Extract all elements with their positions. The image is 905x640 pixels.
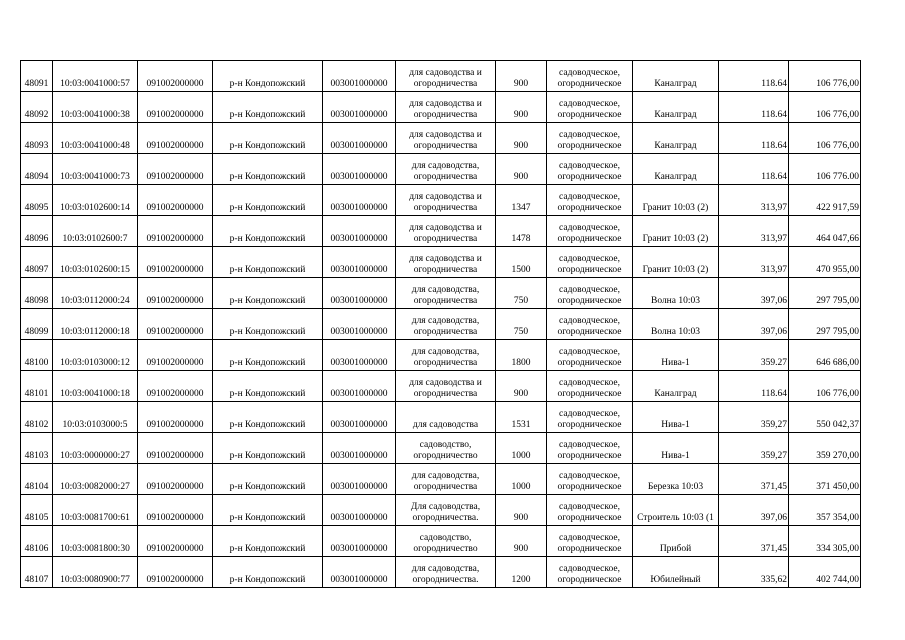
row-id-cell: 48100	[21, 340, 53, 371]
cadastral-number-cell: 10:03:0103000:5	[53, 402, 138, 433]
settlement-name-cell: Каналград	[633, 61, 719, 92]
code-cell: 003001000000	[323, 216, 396, 247]
cadastral-number-cell: 10:03:0081700:61	[53, 495, 138, 526]
settlement-name-cell: Волна 10:03	[633, 278, 719, 309]
cadastral-value-cell: 402 744,00	[789, 557, 861, 588]
area-cell: 1478	[496, 216, 547, 247]
settlement-name-cell: Юбилейный	[633, 557, 719, 588]
specific-value-cell: 118.64	[719, 92, 789, 123]
permitted-use-cell	[396, 61, 496, 92]
cadastral-number-cell: 10:03:0112000:18	[53, 309, 138, 340]
specific-value-cell: 371,45	[719, 464, 789, 495]
cadastral-value-cell: 106 776,00	[789, 61, 861, 92]
category-cell-line: садоводческое,	[559, 161, 620, 171]
okato-code-cell: 091002000000	[138, 185, 213, 216]
category-cell-line: огородническое	[557, 574, 622, 585]
category-cell	[547, 61, 633, 92]
permitted-use-cell-line: огородничества	[413, 109, 478, 120]
code-cell: 003001000000	[323, 309, 396, 340]
table-row	[21, 185, 861, 216]
code-cell: 003001000000	[323, 340, 396, 371]
area-cell: 900	[496, 123, 547, 154]
specific-value-cell: 313,97	[719, 185, 789, 216]
category-cell-line: огородническое	[557, 481, 622, 492]
table-row	[21, 278, 861, 309]
table-row	[21, 526, 861, 557]
area-cell: 1531	[496, 402, 547, 433]
permitted-use-cell-line: для садоводства,	[411, 564, 480, 574]
code-cell: 003001000000	[323, 278, 396, 309]
table-row	[21, 61, 861, 92]
permitted-use-cell	[396, 278, 496, 309]
table-row	[21, 433, 861, 464]
code-cell: 003001000000	[323, 526, 396, 557]
category-cell-line: садоводческое,	[559, 471, 620, 481]
area-cell: 900	[496, 61, 547, 92]
settlement-name-cell: Каналград	[633, 92, 719, 123]
row-id-cell: 48098	[21, 278, 53, 309]
area-cell: 1000	[496, 433, 547, 464]
permitted-use-cell-line: огородничества	[413, 264, 478, 275]
cadastral-value-cell: 106 776,00	[789, 123, 861, 154]
permitted-use-cell	[396, 247, 496, 278]
area-cell: 900	[496, 495, 547, 526]
cadastral-number-cell: 10:03:0041000:73	[53, 154, 138, 185]
permitted-use-cell-line: для садоводства	[412, 419, 479, 430]
category-cell	[547, 526, 633, 557]
code-cell: 003001000000	[323, 464, 396, 495]
permitted-use-cell	[396, 402, 496, 433]
permitted-use-cell-line: для садоводства,	[411, 161, 480, 171]
table-row	[21, 154, 861, 185]
permitted-use-cell-line: огородничества	[413, 171, 478, 182]
row-id-cell: 48104	[21, 464, 53, 495]
district-cell: р-н Кондопожский	[213, 402, 323, 433]
cadastral-value-cell: 297 795,00	[789, 309, 861, 340]
specific-value-cell: 313,97	[719, 216, 789, 247]
row-id-cell: 48091	[21, 61, 53, 92]
district-cell: р-н Кондопожский	[213, 92, 323, 123]
cadastral-value-table	[20, 60, 861, 588]
category-cell-line: огородническое	[557, 450, 622, 461]
okato-code-cell: 091002000000	[138, 154, 213, 185]
category-cell-line: садоводческое,	[559, 533, 620, 543]
category-cell	[547, 123, 633, 154]
permitted-use-cell	[396, 464, 496, 495]
district-cell: р-н Кондопожский	[213, 464, 323, 495]
category-cell-line: огородническое	[557, 295, 622, 306]
settlement-name-cell: Каналград	[633, 123, 719, 154]
okato-code-cell: 091002000000	[138, 433, 213, 464]
cadastral-number-cell: 10:03:0081800:30	[53, 526, 138, 557]
permitted-use-cell-line: для садоводства,	[411, 285, 480, 295]
area-cell: 1800	[496, 340, 547, 371]
cadastral-number-cell: 10:03:0041000:18	[53, 371, 138, 402]
code-cell: 003001000000	[323, 433, 396, 464]
category-cell-line: огородническое	[557, 419, 622, 430]
district-cell: р-н Кондопожский	[213, 185, 323, 216]
code-cell: 003001000000	[323, 123, 396, 154]
category-cell-line: садоводческое,	[559, 378, 620, 388]
category-cell	[547, 309, 633, 340]
category-cell-line: огородническое	[557, 140, 622, 151]
category-cell-line: садоводческое,	[559, 347, 620, 357]
permitted-use-cell-line: огородничества.	[412, 574, 479, 585]
area-cell: 1200	[496, 557, 547, 588]
permitted-use-cell-line: для садоводства и	[409, 378, 482, 388]
table-row	[21, 309, 861, 340]
cadastral-value-cell: 646 686,00	[789, 340, 861, 371]
cadastral-value-cell: 371 450,00	[789, 464, 861, 495]
specific-value-cell: 313,97	[719, 247, 789, 278]
settlement-name-cell: Каналград	[633, 371, 719, 402]
specific-value-cell: 335,62	[719, 557, 789, 588]
settlement-name-cell: Волна 10:03	[633, 309, 719, 340]
cadastral-value-cell: 106 776.00	[789, 154, 861, 185]
code-cell: 003001000000	[323, 92, 396, 123]
table-row	[21, 371, 861, 402]
area-cell: 900	[496, 154, 547, 185]
permitted-use-cell	[396, 371, 496, 402]
cadastral-number-cell: 10:03:0000000:27	[53, 433, 138, 464]
category-cell-line: садоводческое,	[559, 223, 620, 233]
settlement-name-cell: Строитель 10:03 (1	[633, 495, 719, 526]
cadastral-number-cell: 10:03:0041000:57	[53, 61, 138, 92]
area-cell: 1500	[496, 247, 547, 278]
settlement-name-cell: Гранит 10:03 (2)	[633, 185, 719, 216]
okato-code-cell: 091002000000	[138, 278, 213, 309]
row-id-cell: 48096	[21, 216, 53, 247]
specific-value-cell: 118.64	[719, 61, 789, 92]
category-cell-line: огородническое	[557, 233, 622, 244]
district-cell: р-н Кондопожский	[213, 340, 323, 371]
category-cell	[547, 402, 633, 433]
table-row	[21, 495, 861, 526]
specific-value-cell: 118.64	[719, 123, 789, 154]
permitted-use-cell-line: огородничества	[413, 78, 478, 89]
category-cell	[547, 371, 633, 402]
okato-code-cell: 091002000000	[138, 495, 213, 526]
permitted-use-cell-line: Для садоводства,	[410, 502, 481, 512]
okato-code-cell: 091002000000	[138, 402, 213, 433]
permitted-use-cell	[396, 526, 496, 557]
table-row	[21, 340, 861, 371]
permitted-use-cell-line: огородничества.	[412, 512, 479, 523]
area-cell: 750	[496, 309, 547, 340]
permitted-use-cell	[396, 495, 496, 526]
settlement-name-cell: Березка 10:03	[633, 464, 719, 495]
specific-value-cell: 397,06	[719, 495, 789, 526]
category-cell	[547, 495, 633, 526]
okato-code-cell: 091002000000	[138, 247, 213, 278]
category-cell-line: огородническое	[557, 512, 622, 523]
row-id-cell: 48094	[21, 154, 53, 185]
district-cell: р-н Кондопожский	[213, 433, 323, 464]
permitted-use-cell	[396, 309, 496, 340]
permitted-use-cell-line: для садоводства и	[409, 68, 482, 78]
cadastral-number-cell: 10:03:0112000:24	[53, 278, 138, 309]
settlement-name-cell: Нива-1	[633, 402, 719, 433]
settlement-name-cell: Нива-1	[633, 340, 719, 371]
permitted-use-cell	[396, 433, 496, 464]
table-row	[21, 464, 861, 495]
permitted-use-cell-line: огородничество	[413, 450, 478, 461]
cadastral-value-cell: 334 305,00	[789, 526, 861, 557]
specific-value-cell: 371,45	[719, 526, 789, 557]
district-cell: р-н Кондопожский	[213, 247, 323, 278]
row-id-cell: 48102	[21, 402, 53, 433]
row-id-cell: 48105	[21, 495, 53, 526]
category-cell-line: садоводческое,	[559, 99, 620, 109]
district-cell: р-н Кондопожский	[213, 278, 323, 309]
area-cell: 750	[496, 278, 547, 309]
settlement-name-cell: Нива-1	[633, 433, 719, 464]
category-cell-line: огородническое	[557, 388, 622, 399]
code-cell: 003001000000	[323, 371, 396, 402]
permitted-use-cell-line: огородничества	[413, 326, 478, 337]
category-cell-line: огородническое	[557, 78, 622, 89]
category-cell-line: огородническое	[557, 326, 622, 337]
cadastral-value-cell: 422 917,59	[789, 185, 861, 216]
settlement-name-cell: Каналград	[633, 154, 719, 185]
cadastral-value-cell: 464 047,66	[789, 216, 861, 247]
cadastral-value-cell: 357 354,00	[789, 495, 861, 526]
category-cell	[547, 340, 633, 371]
okato-code-cell: 091002000000	[138, 464, 213, 495]
okato-code-cell: 091002000000	[138, 340, 213, 371]
specific-value-cell: 118.64	[719, 371, 789, 402]
cadastral-number-cell: 10:03:0102600:7	[53, 216, 138, 247]
table-row	[21, 92, 861, 123]
cadastral-number-cell: 10:03:0041000:48	[53, 123, 138, 154]
code-cell: 003001000000	[323, 185, 396, 216]
district-cell: р-н Кондопожский	[213, 495, 323, 526]
cadastral-number-cell: 10:03:0103000:12	[53, 340, 138, 371]
table-row	[21, 216, 861, 247]
category-cell	[547, 216, 633, 247]
permitted-use-cell-line: огородничества	[413, 481, 478, 492]
permitted-use-cell-line: для садоводства и	[409, 130, 482, 140]
cadastral-value-cell: 297 795,00	[789, 278, 861, 309]
category-cell-line: садоводческое,	[559, 316, 620, 326]
category-cell-line: огородническое	[557, 543, 622, 554]
permitted-use-cell-line: для садоводства,	[411, 316, 480, 326]
permitted-use-cell	[396, 185, 496, 216]
code-cell: 003001000000	[323, 557, 396, 588]
okato-code-cell: 091002000000	[138, 557, 213, 588]
permitted-use-cell-line: огородничества	[413, 388, 478, 399]
category-cell	[547, 154, 633, 185]
cadastral-number-cell: 10:03:0080900:77	[53, 557, 138, 588]
permitted-use-cell-line: огородничества	[413, 357, 478, 368]
specific-value-cell: 397,06	[719, 309, 789, 340]
district-cell: р-н Кондопожский	[213, 216, 323, 247]
district-cell: р-н Кондопожский	[213, 123, 323, 154]
area-cell: 1347	[496, 185, 547, 216]
category-cell-line: садоводческое,	[559, 130, 620, 140]
district-cell: р-н Кондопожский	[213, 526, 323, 557]
code-cell: 003001000000	[323, 247, 396, 278]
permitted-use-cell-line: огородничество	[413, 543, 478, 554]
permitted-use-cell-line: огородничества	[413, 295, 478, 306]
specific-value-cell: 397,06	[719, 278, 789, 309]
area-cell: 1000	[496, 464, 547, 495]
category-cell-line: огородническое	[557, 171, 622, 182]
okato-code-cell: 091002000000	[138, 61, 213, 92]
category-cell-line: садоводческое,	[559, 254, 620, 264]
code-cell: 003001000000	[323, 154, 396, 185]
category-cell-line: огородническое	[557, 109, 622, 120]
category-cell-line: садоводческое,	[559, 409, 620, 419]
district-cell: р-н Кондопожский	[213, 371, 323, 402]
code-cell: 003001000000	[323, 402, 396, 433]
settlement-name-cell: Гранит 10:03 (2)	[633, 247, 719, 278]
specific-value-cell: 118.64	[719, 154, 789, 185]
district-cell: р-н Кондопожский	[213, 309, 323, 340]
cadastral-value-cell: 359 270,00	[789, 433, 861, 464]
table-row	[21, 557, 861, 588]
category-cell-line: садоводческое,	[559, 502, 620, 512]
permitted-use-cell-line: садоводство,	[419, 533, 472, 543]
permitted-use-cell-line: для садоводства и	[409, 223, 482, 233]
row-id-cell: 48103	[21, 433, 53, 464]
district-cell: р-н Кондопожский	[213, 154, 323, 185]
cadastral-number-cell: 10:03:0082000:27	[53, 464, 138, 495]
category-cell-line: огородническое	[557, 357, 622, 368]
permitted-use-cell-line: для садоводства и	[409, 254, 482, 264]
category-cell	[547, 247, 633, 278]
category-cell-line: огородническое	[557, 264, 622, 275]
area-cell: 900	[496, 371, 547, 402]
cadastral-number-cell: 10:03:0102600:14	[53, 185, 138, 216]
code-cell: 003001000000	[323, 495, 396, 526]
permitted-use-cell	[396, 154, 496, 185]
area-cell: 900	[496, 526, 547, 557]
permitted-use-cell	[396, 123, 496, 154]
category-cell	[547, 278, 633, 309]
permitted-use-cell-line: для садоводства и	[409, 99, 482, 109]
row-id-cell: 48106	[21, 526, 53, 557]
permitted-use-cell-line: огородничества	[413, 140, 478, 151]
okato-code-cell: 091002000000	[138, 92, 213, 123]
district-cell: р-н Кондопожский	[213, 557, 323, 588]
area-cell: 900	[496, 92, 547, 123]
category-cell	[547, 464, 633, 495]
cadastral-number-cell: 10:03:0102600:15	[53, 247, 138, 278]
category-cell-line: садоводческое,	[559, 68, 620, 78]
cadastral-number-cell: 10:03:0041000:38	[53, 92, 138, 123]
permitted-use-cell	[396, 216, 496, 247]
category-cell-line: огородническое	[557, 202, 622, 213]
specific-value-cell: 359,27	[719, 433, 789, 464]
permitted-use-cell-line: огородничества	[413, 202, 478, 213]
row-id-cell: 48093	[21, 123, 53, 154]
code-cell: 003001000000	[323, 61, 396, 92]
category-cell-line: садоводческое,	[559, 440, 620, 450]
category-cell-line: садоводческое,	[559, 564, 620, 574]
permitted-use-cell-line: огородничества	[413, 233, 478, 244]
row-id-cell: 48097	[21, 247, 53, 278]
category-cell-line: садоводческое,	[559, 285, 620, 295]
permitted-use-cell-line: для садоводства и	[409, 192, 482, 202]
category-cell	[547, 92, 633, 123]
okato-code-cell: 091002000000	[138, 526, 213, 557]
district-cell: р-н Кондопожский	[213, 61, 323, 92]
row-id-cell: 48099	[21, 309, 53, 340]
row-id-cell: 48092	[21, 92, 53, 123]
cadastral-value-cell: 106 776,00	[789, 92, 861, 123]
okato-code-cell: 091002000000	[138, 123, 213, 154]
table-row	[21, 402, 861, 433]
category-cell	[547, 557, 633, 588]
cadastral-value-cell: 550 042,37	[789, 402, 861, 433]
permitted-use-cell	[396, 557, 496, 588]
okato-code-cell: 091002000000	[138, 216, 213, 247]
permitted-use-cell-line	[397, 409, 494, 420]
specific-value-cell: 359,27	[719, 402, 789, 433]
row-id-cell: 48101	[21, 371, 53, 402]
cadastral-value-cell: 106 776,00	[789, 371, 861, 402]
row-id-cell: 48107	[21, 557, 53, 588]
category-cell	[547, 185, 633, 216]
okato-code-cell: 091002000000	[138, 309, 213, 340]
settlement-name-cell: Прибой	[633, 526, 719, 557]
table-body	[21, 61, 861, 588]
table-row	[21, 123, 861, 154]
category-cell	[547, 433, 633, 464]
table-row	[21, 247, 861, 278]
cadastral-value-cell: 470 955,00	[789, 247, 861, 278]
okato-code-cell: 091002000000	[138, 371, 213, 402]
category-cell-line: садоводческое,	[559, 192, 620, 202]
specific-value-cell: 359.27	[719, 340, 789, 371]
permitted-use-cell-line: для садоводства,	[411, 347, 480, 357]
permitted-use-cell-line: для садоводства,	[411, 471, 480, 481]
permitted-use-cell-line: садоводство,	[419, 440, 472, 450]
row-id-cell: 48095	[21, 185, 53, 216]
permitted-use-cell	[396, 92, 496, 123]
settlement-name-cell: Гранит 10:03 (2)	[633, 216, 719, 247]
permitted-use-cell	[396, 340, 496, 371]
